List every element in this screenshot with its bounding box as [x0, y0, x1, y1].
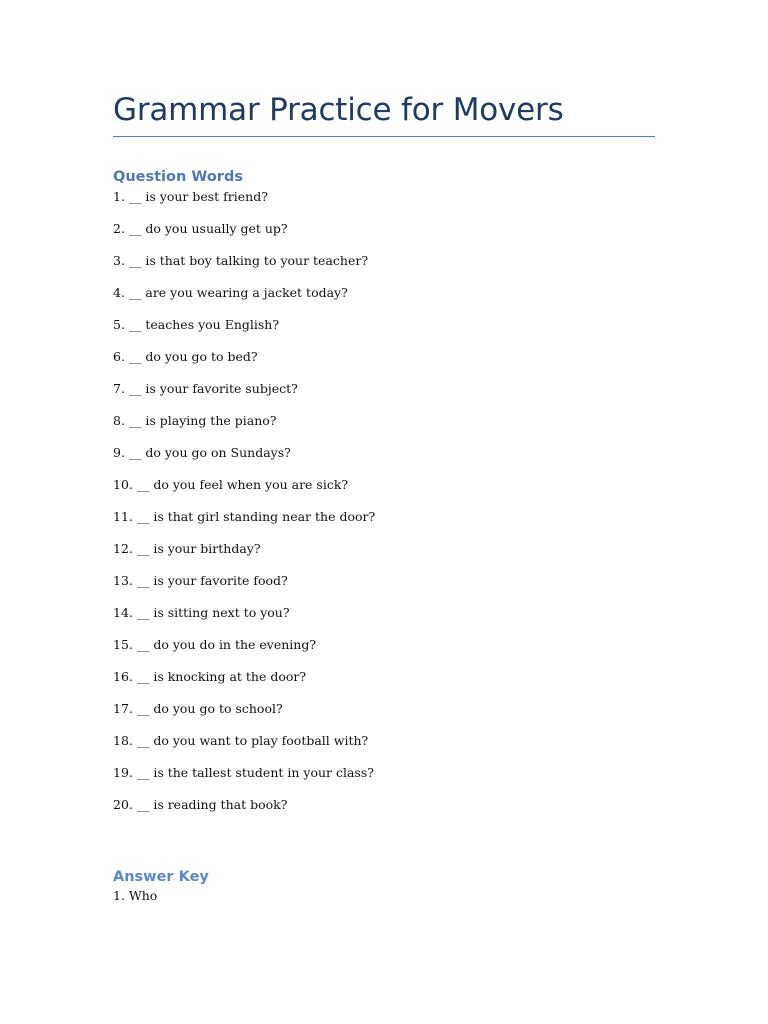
question-item: 17. __ do you go to school? — [113, 701, 283, 717]
question-item: 20. __ is reading that book? — [113, 797, 288, 813]
question-item: 19. __ is the tallest student in your class? — [113, 765, 374, 781]
question-item: 11. __ is that girl standing near the door? — [113, 509, 376, 525]
question-item: 5. __ teaches you English? — [113, 316, 280, 332]
question-item: 10. __ do you feel when you are sick? — [113, 477, 349, 492]
question-item: 6. __ do you go to bed? — [113, 348, 258, 364]
question-item: 3. __ is that boy talking to your teacher? — [113, 252, 369, 268]
question-item: 16. __ is knocking at the door? — [113, 669, 307, 685]
document-page — [113, 92, 655, 904]
question-words-heading: Question Words — [113, 169, 243, 186]
answer-list — [113, 888, 655, 904]
question-item: 4. __ are you wearing a jacket today? — [113, 284, 348, 300]
question-item: 15. __ do you do in the evening? — [113, 637, 317, 653]
question-item: 12. __ is your birthday? — [113, 541, 261, 557]
question-item: 9. __ do you go on Sundays? — [113, 444, 291, 460]
question-item: 13. __ is your favorite food? — [113, 573, 288, 589]
question-item: 2. __ do you usually get up? — [113, 220, 288, 236]
answer-item: 1. Who — [113, 887, 158, 903]
question-item: 1. __ is your best friend? — [113, 188, 268, 204]
question-item: 7. __ is your favorite subject? — [113, 380, 298, 396]
question-item: 8. __ is playing the piano? — [113, 412, 277, 428]
question-item: 18. __ do you want to play football with? — [113, 733, 369, 749]
question-item: 14. __ is sitting next to you? — [113, 605, 290, 621]
answer-key-heading: Answer Key — [113, 868, 209, 885]
question-list — [113, 189, 655, 830]
page-title: Grammar Practice for Movers — [113, 92, 655, 137]
